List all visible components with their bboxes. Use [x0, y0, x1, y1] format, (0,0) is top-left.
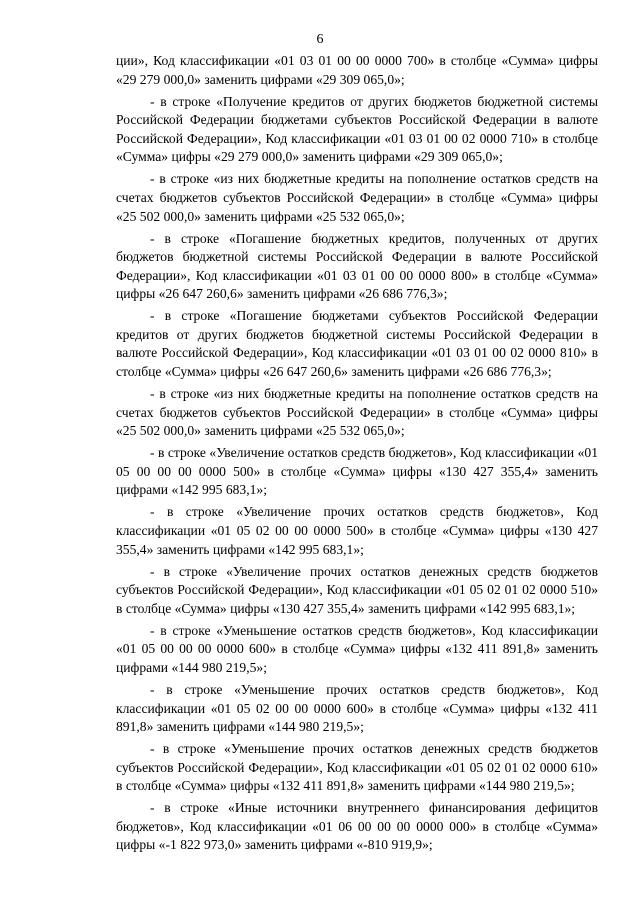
- paragraph: - в строке «из них бюджетные кредиты на пополнение остатков средств на счетах бюджетов субъектов Российской Федерации» в столбце «Сумма» цифры «25 502 000,0» заменить цифрами «25 532 065,0»;: [116, 386, 598, 439]
- paragraph: ции», Код классификации «01 03 01 00 00 0000 700» в столбце «Сумма» цифры «29 279 000,0» заменить цифрами «29 309 065,0»;: [116, 53, 598, 87]
- document-body: [116, 52, 598, 858]
- paragraph: - в строке «Увеличение прочих остатков денежных средств бюджетов субъектов Российской Федерации», Код классификации «01 05 02 01 02 0000 510» в столбце «Сумма» цифры «130 427 355,4» заменить цифрами «142 995 683,1»;: [116, 563, 598, 616]
- paragraph: - в строке «Уменьшение прочих остатков денежных средств бюджетов субъектов Российской Федерации», Код классификации «01 05 02 01 02 0000 610» в столбце «Сумма» цифры «132 411 891,8» заменить цифрами «144 980 219,5»;: [116, 741, 598, 794]
- paragraph: - в строке «Уменьшение прочих остатков средств бюджетов», Код классификации «01 05 02 00 00 0000 600» в столбце «Сумма» цифры «132 411 891,8» заменить цифрами «144 980 219,5»;: [116, 681, 598, 735]
- paragraph: - в строке «Увеличение остатков средств бюджетов», Код классификации «01 05 00 00 00 0000 500» в столбце «Сумма» цифры «130 427 355,4» заменить цифрами «142 995 683,1»;: [116, 445, 598, 498]
- paragraph: - в строке «из них бюджетные кредиты на пополнение остатков средств на счетах бюджетов субъектов Российской Федерации» в столбце «Сумма» цифры «25 502 000,0» заменить цифрами «25 532 065,0»;: [116, 171, 598, 224]
- paragraph: - в строке «Увеличение прочих остатков средств бюджетов», Код классификации «01 05 02 00 00 0000 500» в столбце «Сумма» цифры «130 427 355,4» заменить цифрами «142 995 683,1»;: [116, 504, 598, 557]
- paragraph: - в строке «Уменьшение остатков средств бюджетов», Код классификации «01 05 00 00 00 0000 600» в столбце «Сумма» цифры «132 411 891,8» заменить цифрами «144 980 219,5»;: [116, 622, 598, 675]
- paragraph: - в строке «Погашение бюджетами субъектов Российской Федерации кредитов от других бюджетов бюджетной системы Российской Федерации в валюте Российской Федерации», Код классификации «01 03 01 00 02 0000 810» в столбце «Сумма» цифры «26 647 260,6» заменить цифрами «26 686 776,3»;: [116, 308, 598, 380]
- paragraph: - в строке «Погашение бюджетных кредитов, полученных от других бюджетов бюджетной системы Российской Федерации в валюте Российской Федерации», Код классификации «01 03 01 00 00 0000 800» в столбце «Сумма» цифры «26 647 260,6» заменить цифрами «26 686 776,3»;: [116, 230, 598, 302]
- paragraph: - в строке «Получение кредитов от других бюджетов бюджетной системы Российской Федерации бюджетами субъектов Российской Федерации в валюте Российской Федерации», Код классификации «01 03 01 00 02 0000 710» в столбце «Сумма» цифры «29 279 000,0» заменить цифрами «29 309 065,0»;: [116, 93, 598, 165]
- page-number: 6: [316, 32, 324, 47]
- paragraph: - в строке «Иные источники внутреннего финансирования дефицитов бюджетов», Код классификации «01 06 00 00 00 0000 000» в столбце «Сумма» цифры «-1 822 973,0» заменить цифрами «-810 919,9»;: [116, 800, 598, 853]
